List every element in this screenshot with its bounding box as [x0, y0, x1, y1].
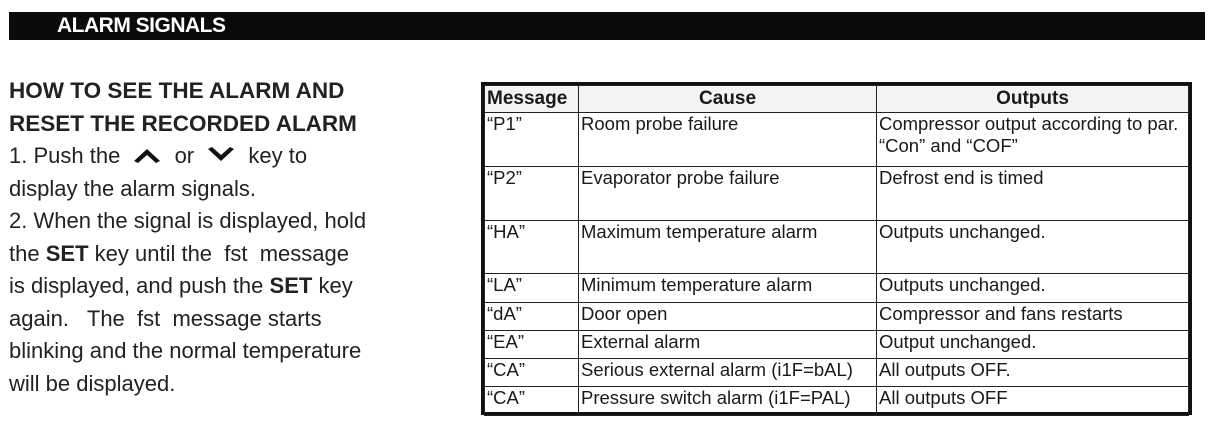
- cell-cause: Minimum temperature alarm: [579, 274, 877, 303]
- cell-outputs: All outputs OFF.: [877, 359, 1189, 387]
- table-header-row: [485, 86, 1189, 113]
- step-2-line-3: [9, 270, 429, 303]
- step-2-the: the: [9, 240, 40, 266]
- cell-message: “dA”: [485, 303, 579, 331]
- cell-message: “LA”: [485, 274, 579, 303]
- outputs-line-2: “Con” and “COF”: [879, 135, 1018, 156]
- cell-message: “CA”: [485, 359, 579, 387]
- cell-cause: Serious external alarm (i1F=bAL): [579, 359, 877, 387]
- step-2-line-6: will be displayed.: [9, 370, 176, 396]
- step-2-line-3-end: key: [318, 273, 353, 298]
- alarm-table: [484, 85, 1189, 416]
- step-1-line-1: [9, 140, 429, 173]
- set-key-label: SET: [269, 273, 313, 298]
- table-row: [485, 274, 1189, 303]
- column-header-outputs: Outputs: [877, 86, 1189, 113]
- cell-cause: Door open: [579, 303, 877, 331]
- column-header-message: Message: [485, 86, 579, 113]
- cell-cause: Room probe failure: [579, 113, 877, 167]
- table-row: [485, 167, 1189, 221]
- cell-outputs: Defrost end is timed: [877, 167, 1189, 221]
- step-1-start: 1. Push the: [9, 143, 121, 168]
- cell-cause: External alarm: [579, 331, 877, 359]
- down-arrow-icon: [206, 146, 236, 164]
- cell-message: “CA”: [485, 387, 579, 416]
- instructions-heading: [9, 74, 429, 140]
- step-1-or: or: [174, 143, 195, 168]
- cell-outputs: Output unchanged.: [877, 331, 1189, 359]
- section-header-bar: [9, 12, 1205, 40]
- set-key-label: SET: [45, 240, 89, 266]
- cell-cause: Pressure switch alarm (i1F=PAL): [579, 387, 877, 416]
- heading-line-1: HOW TO SEE THE ALARM AND: [9, 78, 345, 103]
- step-2-line-2-rest: key until the fst message: [94, 240, 349, 266]
- cell-message: “EA”: [485, 331, 579, 359]
- instructions-block: [9, 74, 429, 400]
- heading-line-2: RESET THE RECORDED ALARM: [9, 111, 357, 136]
- step-2-line-3-start: is displayed, and push the: [9, 273, 264, 298]
- step-2-line-2: [9, 238, 429, 271]
- cell-outputs: [877, 113, 1189, 167]
- step-2-line-5: blinking and the normal temperature: [9, 338, 362, 363]
- table-row: [485, 221, 1189, 274]
- table-row: [485, 113, 1189, 167]
- cell-message: “HA”: [485, 221, 579, 274]
- cell-outputs: All outputs OFF: [877, 387, 1189, 416]
- table-row: [485, 387, 1189, 416]
- cell-outputs: Compressor and fans restarts: [877, 303, 1189, 331]
- cell-message: “P2”: [485, 167, 579, 221]
- table-row: [485, 303, 1189, 331]
- step-1-line-2: display the alarm signals.: [9, 175, 257, 201]
- table-row: [485, 359, 1189, 387]
- cell-cause: Maximum temperature alarm: [579, 221, 877, 274]
- cell-outputs: Outputs unchanged.: [877, 274, 1189, 303]
- column-header-cause: Cause: [579, 86, 877, 113]
- section-title: ALARM SIGNALS: [57, 14, 226, 37]
- outputs-line-1: Compressor output according to par.: [879, 113, 1179, 134]
- up-arrow-icon: [132, 146, 162, 164]
- cell-outputs: Outputs unchanged.: [877, 221, 1189, 274]
- step-2-line-1: 2. When the signal is displayed, hold: [9, 208, 367, 233]
- alarm-table-frame: [481, 82, 1192, 415]
- cell-message: “P1”: [485, 113, 579, 167]
- step-1-end: key to: [248, 143, 308, 168]
- step-2-line-4: again. The fst message starts: [9, 305, 322, 331]
- cell-cause: Evaporator probe failure: [579, 167, 877, 221]
- table-row: [485, 331, 1189, 359]
